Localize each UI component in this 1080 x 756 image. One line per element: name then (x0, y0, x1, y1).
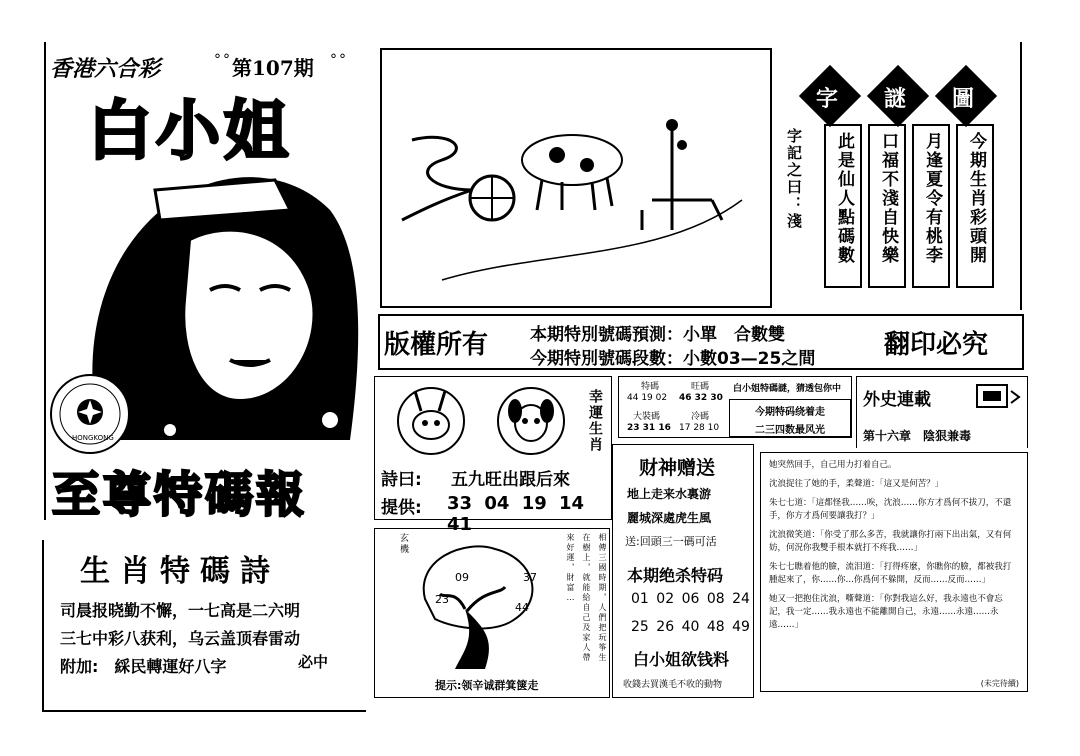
lengma-label: 冷碼 (691, 412, 710, 422)
serial-text (761, 453, 1027, 638)
lucky-section (374, 376, 612, 535)
riddle-line-4-box (956, 124, 994, 288)
banner-left: 版權所有 (384, 330, 489, 360)
hint-line-1: 今期特码绕着走 (755, 407, 825, 418)
kill-number-3: 06 (681, 591, 700, 607)
tema-values (627, 393, 667, 403)
tree-num-4: 44 (515, 601, 529, 614)
kill-row-2 (631, 619, 750, 635)
prediction-banner (378, 314, 1024, 370)
tree-hint: 提示:领辛诚群箕箧走 (435, 679, 539, 692)
poem-title: 生肖特碼詩 (80, 554, 280, 589)
lucky-poem: 五九旺出跟后來 (451, 470, 570, 490)
wangma-value-3: 30 (710, 393, 723, 403)
hint-box (729, 399, 851, 437)
riddle-note: 白小姐特碼謎，猜透包你中 (733, 384, 842, 394)
riddle-line-2: 口福不淺自快樂 (878, 132, 898, 265)
kill-title: 本期绝杀特码 (627, 566, 724, 585)
issue-number: 第107期 (232, 56, 314, 80)
poem-line-1: 司晨报晓勤不懈，一七高是二六明 (60, 601, 301, 620)
serial-body (760, 452, 1028, 692)
tree-num-3: 23 (435, 593, 449, 606)
serial-title: 外史連載 (863, 390, 931, 410)
tema-value-3: 02 (655, 393, 668, 403)
wangma-value-2: 32 (694, 393, 708, 403)
lengma-values (679, 423, 719, 433)
riddle-line-3: 月逢夏令有桃李 (922, 132, 942, 265)
poem-appendix: 附加: 綵民轉運好八字 (60, 657, 227, 676)
hongkong-seal-icon (48, 372, 132, 456)
serial-paragraph-2: 沈浪捉往了她的手，柔聲道：「這又是何苦？」 (769, 479, 944, 489)
riddle-heading-char-3: 圖 (952, 87, 975, 112)
wangma-value-1: 46 (679, 393, 692, 403)
serial-paragraph-6: 她又一把抱住沈浪，嘶聲道：「你對我這么好，我永遠也不會忘記，我一定……我永遠也不能離開自己，永遠……永遠……永遠……」 (769, 594, 1003, 630)
rabbit-icon (391, 383, 471, 457)
riddle-caption: 字記之曰：淺 (785, 128, 803, 230)
lucky-provide-label: 提供: (381, 498, 422, 518)
wangma-values (679, 393, 723, 403)
serial-paragraph-1: 她突然回手，自己用力打着自己。 (769, 460, 897, 470)
kill-number-2: 02 (656, 591, 675, 607)
right-rule (1020, 42, 1022, 310)
kill-number-4: 08 (706, 591, 725, 607)
dafa-value-2: 31 (642, 423, 656, 433)
tree-vtext-c: 來好運，財富… (566, 533, 575, 604)
lucky-number-3: 19 (521, 493, 547, 514)
tema-label: 特碼 (641, 382, 660, 392)
dafa-value-1: 23 (627, 423, 640, 433)
issue-dots-right: °° (330, 52, 348, 68)
tree-section (374, 528, 610, 698)
tema-value-2: 19 (641, 393, 653, 403)
lucky-number-5: 41 (447, 514, 473, 535)
riddle-heading (808, 70, 1028, 120)
lengma-value-1: 17 (679, 423, 691, 433)
serial-header (856, 376, 1028, 448)
bizhong-stamp: 必中 (297, 653, 328, 671)
kill-number-7: 26 (656, 619, 675, 635)
footer-text: 收錢去買漢毛不收的動物 (623, 680, 723, 690)
dog-icon (491, 383, 571, 457)
kill-number-1: 01 (631, 591, 649, 607)
riddle-line-3-box (912, 124, 950, 288)
lucky-poem-label: 詩曰: (381, 470, 422, 490)
tree-vtext-b: 在樹上，就能給自己及家人帶 (582, 533, 591, 663)
brand-label: 香港六合彩 (50, 57, 161, 82)
god-line-2: 麗城深處虎生風 (627, 511, 712, 525)
serial-footer: (未完待續) (980, 679, 1019, 688)
riddle-heading-char-1: 字 (816, 87, 839, 112)
riddle-drawing (382, 50, 770, 306)
riddle-heading-char-2: 謎 (884, 87, 907, 112)
tree-vtext-a: 相傳三國時期，人們把玩筝生 (598, 533, 607, 663)
banner-line-2: 今期特別號碼段數：小數03—25之間 (530, 349, 816, 369)
tree-num-1: 09 (455, 571, 469, 584)
lengma-value-2: 28 (693, 423, 705, 433)
lucky-number-4: 14 (559, 493, 585, 514)
riddle-line-2-box (868, 124, 906, 288)
riddle-illustration-box (380, 48, 772, 308)
big-title: 至尊特碼報 (52, 467, 308, 523)
kill-number-9: 48 (706, 619, 725, 635)
dafa-label: 大裝碼 (633, 412, 661, 422)
hint-line-2: 二三四数最风光 (755, 425, 825, 436)
stats-box (618, 376, 852, 438)
wangma-label: 旺碼 (691, 382, 710, 392)
issue-dots-left: °° (214, 52, 232, 68)
tree-num-2: 37 (523, 571, 537, 584)
god-line-3: 送:回頭三一碼可活 (625, 535, 717, 548)
dafa-value-3: 16 (658, 423, 671, 433)
serial-paragraph-3: 朱七七道：「這都怪我……唉，沈浪……你方才爲何不拔刀，不還手，你方才爲何要讓我打？」 (769, 498, 1012, 521)
tema-value-1: 44 (627, 393, 639, 403)
lucky-number-2: 04 (484, 493, 510, 514)
mid-section (612, 444, 754, 698)
seal-text: HONGKONG (72, 434, 114, 442)
serial-paragraph-4: 沈浪微笑道：「你受了那么多苦，我就讓你打兩下出出氣，又有何妨，何況你我雙手根本就打不疼我……」 (769, 530, 1012, 553)
god-line-1: 地上走来水裏游 (627, 487, 712, 501)
kill-number-10: 49 (732, 619, 750, 635)
lengma-value-3: 10 (707, 423, 720, 433)
poem-section (42, 540, 366, 712)
kill-number-8: 40 (681, 619, 700, 635)
riddle-line-1: 此是仙人點碼數 (834, 132, 854, 265)
computer-icon (967, 381, 1023, 417)
riddle-line-4: 今期生肖彩頭開 (966, 132, 986, 265)
poem-line-2: 三七中彩八获利，乌云盖顶春雷动 (60, 629, 301, 648)
tree-tag: 玄機 (398, 533, 408, 555)
serial-chapter: 第十六章 陰狠兼毒 (863, 429, 972, 443)
masthead-title: 白小姐 (88, 94, 292, 169)
lucky-number-1: 33 (447, 493, 473, 514)
god-title: 财神赠送 (639, 457, 716, 479)
banner-right: 翻印必究 (884, 330, 989, 360)
kill-number-5: 24 (732, 591, 750, 607)
kill-row-1 (631, 591, 750, 607)
kill-number-6: 25 (631, 619, 649, 635)
footer-title: 白小姐欲钱料 (633, 650, 730, 669)
dafa-values (627, 423, 671, 433)
banner-line-1: 本期特別號碼預測：小單 合數雙 (530, 325, 785, 345)
riddle-line-1-box (824, 124, 862, 288)
serial-paragraph-5: 朱七七瞧着他的臉，流泪道：「打得疼麼，你瞧你的臉，都被我打腫起來了，你……你…你爲何不躲開，反而……反而……」 (769, 562, 1012, 585)
left-rule (44, 42, 46, 520)
lucky-side-label: 幸運生肖 (587, 389, 603, 453)
